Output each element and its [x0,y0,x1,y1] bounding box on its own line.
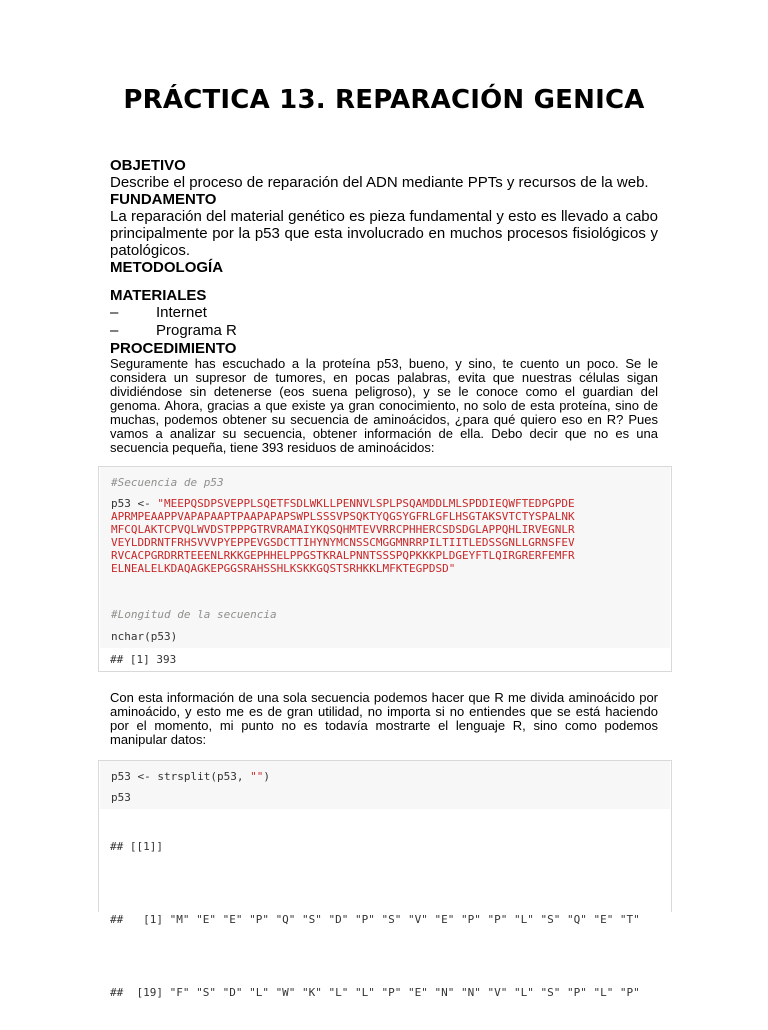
sequence-line: RVCACPGRDRRTEEENLRKKGEPHHELPPGSTKRALPNNTSSSPQPKKKPLDGEYFTLQIRGRERFEMFR [111,549,575,562]
paragraph-text: Con esta información de una sola secuencia podemos hacer que R me divida aminoácido por aminoácido, y esto me es de gran utilidad, no importa si no entiendes que se está haciendo por el momento, mi punto no es todavía mostrarte el lenguaje R, sino como podemos manipular datos: [110,690,658,747]
code-comment: #Secuencia de p53 [111,476,224,489]
code-line-sequence: p53 <- "MEEPQSDPSVEPPLSQETFSDLWKLLPENNVLSPLPSQAMDDLMLSPDDIEQWFTEDPGPDE [111,497,575,510]
output-line: ## [19] "F" "S" "D" "L" "W" "K" "L" "L" "P" "E" "N" "N" "V" "L" "S" "P" "L" "P" [110,986,640,999]
code-line: p53 <- strsplit(p53, "") [111,770,270,783]
sequence-line: "MEEPQSDPSVEPPLSQETFSDLWKLLPENNVLSPLPSQAMDDLMLSPDDIEQWFTEDPGPDE [157,497,575,510]
list-item: – Programa R [110,322,237,339]
metodologia-heading: METODOLOGÍA [110,259,224,276]
sequence-line: VEYLDDRNTFRHSVVVPYEPPEVGSDCTTIHYNYMCNSSCMGGMNRRPILTIITLEDSSGNLLGRNSFEV [111,536,575,549]
materiales-heading: MATERIALES [110,287,207,304]
code-block-strsplit [98,760,672,999]
code-output: ## [1] 393 [99,648,671,671]
list-item: – Internet [110,304,207,321]
fundamento-text: La reparación del material genético es pieza fundamental y esto es llevado a cabo principalmente por la p53 que esta involucrado en muchos procesos fisiológicos y patológicos. [110,208,658,259]
output-line: ## [[1]] [110,840,163,853]
objetivo-heading: OBJETIVO [110,157,186,174]
sequence-line: MFCQLAKTCPVQLWVDSTPPPGTRVRAMAIYKQSQHMTEVVRRCPHHERCSDSDGLAPPQHLIRVEGNLR [111,523,575,536]
output-line: ## [1] "M" "E" "E" "P" "Q" "S" "D" "P" "S" "V" "E" "P" "P" "L" "S" "Q" "E" "T" [110,913,640,926]
sequence-line: APRMPEAAPPVAPAPAAPTPAAPAPAPSWPLSSSVPSQKTYQGSYGFRLGFLHSGTAKSVTCTYSPALNK [111,510,575,523]
procedimiento-heading: PROCEDIMIENTO [110,340,237,357]
code-source [100,467,670,648]
document-body [110,157,658,455]
code-line: nchar(p53) [111,630,178,643]
sequence-line: ELNEALELKDAQAGKEPGGSRAHSSHLKSKKGQSTSRHKKLMFKTEGPDSD" [111,562,456,575]
objetivo-text: Describe el proceso de reparación del ADN mediante PPTs y recursos de la web. [110,174,649,191]
materiales-list [110,304,658,340]
fundamento-heading: FUNDAMENTO [110,191,217,208]
code-block-sequence [98,466,672,672]
page-title: PRÁCTICA 13. REPARACIÓN GENICA [123,85,645,115]
code-source [100,761,670,809]
code-output [99,809,671,1030]
code-line: p53 [111,791,131,804]
procedimiento-text: Seguramente has escuchado a la proteína p53, bueno, y sino, te cuento un poco. Se le considera un supresor de tumores, en pocas palabras, evita que nuestras células sigan dividiéndose sin detenerse (eos suena peligroso), y se le conoce como el guardian del genoma. Ahora, gracias a que existe ya gran conocimiento, no solo de esta proteína, sino de muchas, podemos obtener su secuencia de aminoácidos, ¿para qué quiero eso en R? Pues vamos a analizar su secuencia, obtener información de ella. Debo decir que no es una secuencia pequeña, tiene 393 residuos de aminoácidos: [110,356,658,455]
code-comment: #Longitud de la secuencia [111,608,277,621]
